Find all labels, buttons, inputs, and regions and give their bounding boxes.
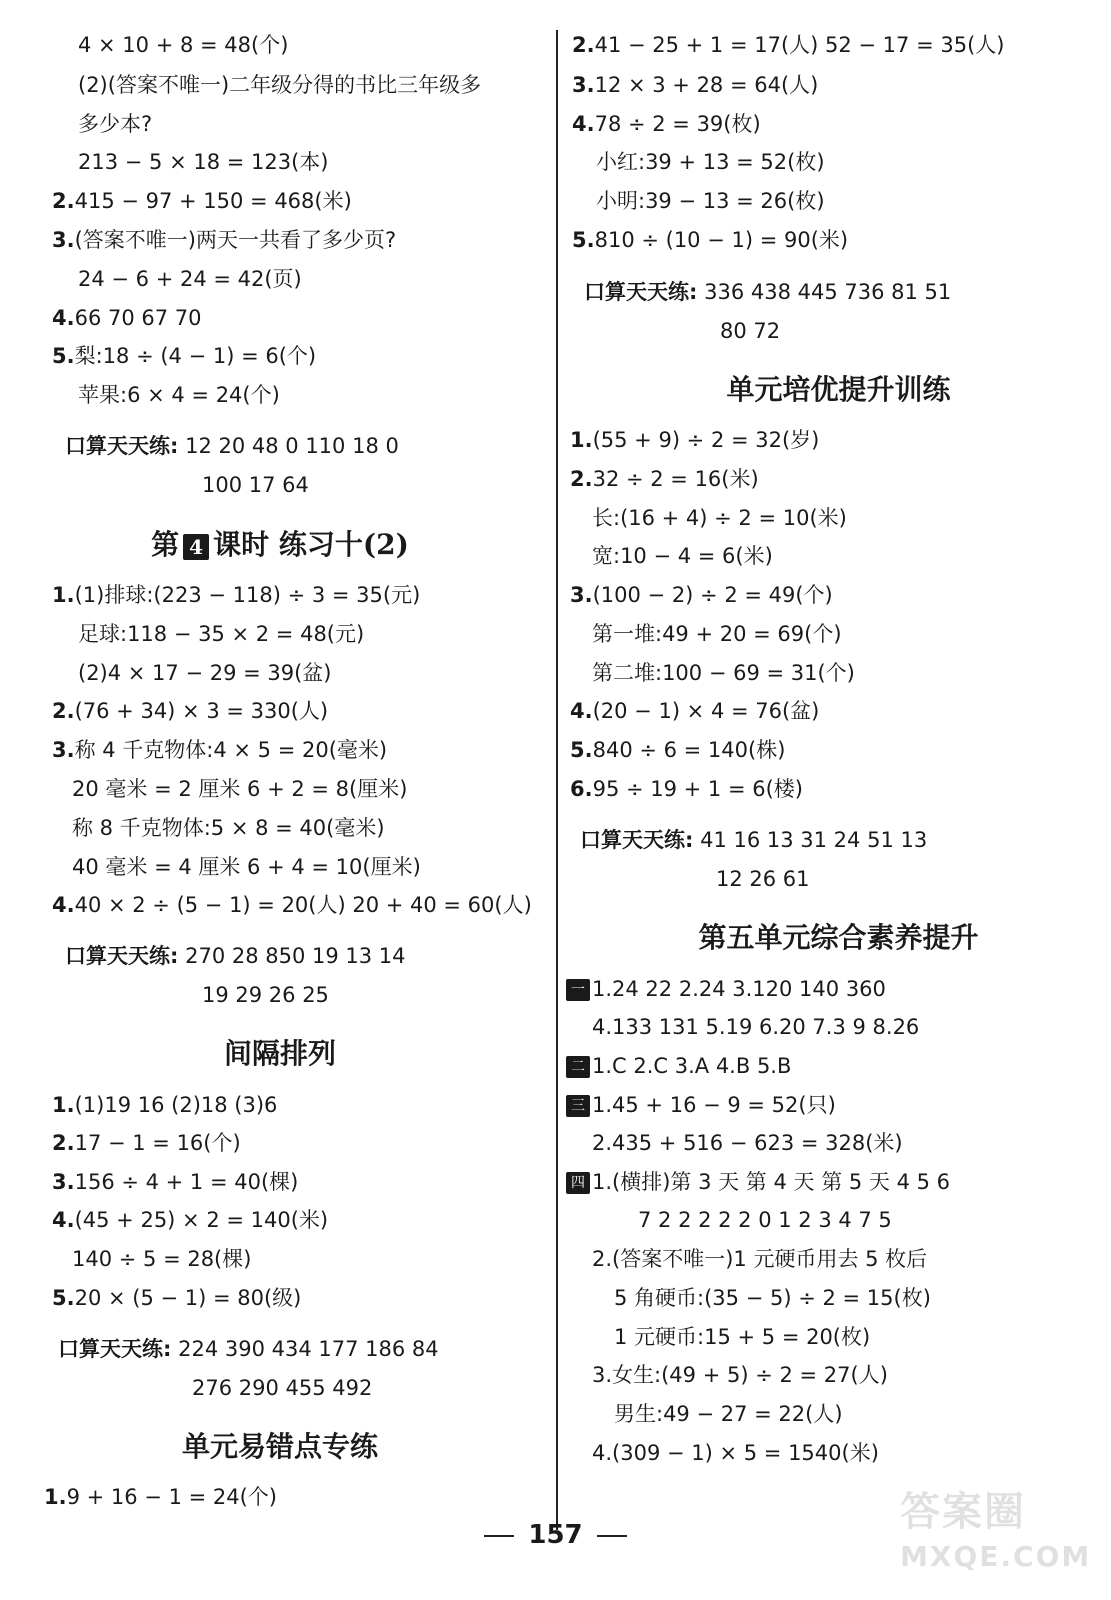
item-number: 2. [52,189,75,213]
answer-text: 1.45 + 16 − 9 = 52(只) [592,1093,836,1117]
answer-line [52,1128,241,1158]
answer-line [52,696,328,726]
section-heading: 第五单元综合素养提升 [698,921,979,954]
oral-practice-values: 270 28 850 19 13 14 [185,944,406,968]
text-line: 3.女生:(49 + 5) ÷ 2 = 27(人) [592,1363,888,1387]
item-number: 3. [52,1170,75,1194]
section-heading: 单元易错点专练 [181,1430,378,1463]
text-line: 1 元硬币:15 + 5 = 20(枚) [614,1325,871,1349]
answer-line [566,1090,836,1120]
answer-text: 1.24 22 2.24 3.120 140 360 [592,977,886,1001]
answer-text: (1)19 16 (2)18 (3)6 [74,1093,278,1117]
oral-practice-values: 12 20 48 0 110 18 0 [185,434,399,458]
text-line: 足球:118 − 35 × 2 = 48(元) [78,622,365,646]
item-number: 6. [570,777,593,801]
item-number: 1. [52,583,75,607]
oral-practice [584,277,951,307]
part-marker: 四 [566,1172,590,1194]
answer-text: 12 × 3 + 28 = 64(人) [594,73,819,97]
answer-text: 78 ÷ 2 = 39(枚) [594,112,761,136]
text-line: 4 × 10 + 8 = 48(个) [78,33,289,57]
answer-line [52,1090,277,1120]
page-number-text: 157 [528,1520,583,1550]
answer-text: (答案不唯一)两天一共看了多少页? [74,228,397,252]
text-line: 长:(16 + 4) ÷ 2 = 10(米) [592,506,847,530]
answer-text: (76 + 34) × 3 = 330(人) [74,699,329,723]
oral-practice-values: 80 72 [720,319,781,343]
text-line: 4.133 131 5.19 6.20 7.3 9 8.26 [592,1015,920,1039]
answer-line [570,696,819,726]
item-number: 2. [52,699,75,723]
answer-text: 840 ÷ 6 = 140(株) [592,738,786,762]
answer-line [44,1482,277,1512]
answer-text: 41 − 25 + 1 = 17(人) 52 − 17 = 35(人) [594,33,1005,57]
answer-line [570,464,759,494]
text-line: 2.(答案不唯一)1 元硬币用去 5 枚后 [592,1247,928,1271]
oral-practice-values: 100 17 64 [202,473,309,497]
item-number: 2. [52,1131,75,1155]
oral-practice-label: 口算天天练: [65,944,179,968]
text-line: 第二堆:100 − 69 = 31(个) [592,661,855,685]
answer-line [570,580,833,610]
item-number: 4. [572,112,595,136]
item-number: 1. [570,428,593,452]
item-number: 1. [52,1093,75,1117]
heading-text: 课时 练习十(2) [213,528,409,561]
item-number: 5. [52,344,75,368]
answer-text: (20 − 1) × 4 = 76(盆) [592,699,820,723]
text-line: 40 毫米 = 4 厘米 6 + 4 = 10(厘米) [72,855,421,879]
item-number: 1. [44,1485,67,1509]
text-line: 7 2 2 2 2 2 0 1 2 3 4 7 5 [638,1208,892,1232]
oral-practice-values: 41 16 13 31 24 51 13 [700,828,928,852]
answer-text: 9 + 16 − 1 = 24(个) [66,1485,277,1509]
text-line: 第一堆:49 + 20 = 69(个) [592,622,842,646]
section-heading: 单元培优提升训练 [726,373,951,406]
answer-line [572,70,818,100]
answer-line [572,109,761,139]
answer-line [52,186,352,216]
text-line: (2)(答案不唯一)二年级分得的书比三年级多 [78,73,482,97]
item-number: 2. [572,33,595,57]
oral-practice-label: 口算天天练: [580,828,694,852]
answer-text: 95 ÷ 19 + 1 = 6(楼) [592,777,803,801]
item-number: 2. [570,467,593,491]
answer-text: 32 ÷ 2 = 16(米) [592,467,759,491]
oral-practice [58,1334,439,1364]
page-number-dash [597,1535,627,1537]
item-number: 4. [52,893,75,917]
answer-line [52,735,387,765]
oral-practice-values: 336 438 445 736 81 51 [704,280,952,304]
answer-line [570,735,785,765]
text-line: 小明:39 − 13 = 26(枚) [596,189,825,213]
answer-text: 称 4 千克物体:4 × 5 = 20(毫米) [74,738,388,762]
oral-practice [65,941,406,971]
answer-line [52,1283,301,1313]
answer-text: 40 × 2 ÷ (5 − 1) = 20(人) 20 + 40 = 60(人) [74,893,532,917]
answer-text: 1.C 2.C 3.A 4.B 5.B [592,1054,792,1078]
answer-line [566,1167,950,1197]
answer-line [52,303,202,333]
lesson-number-badge: 4 [183,534,209,560]
text-line: 苹果:6 × 4 = 24(个) [78,383,280,407]
text-line: 4.(309 − 1) × 5 = 1540(米) [592,1441,879,1465]
item-number: 4. [52,1208,75,1232]
answer-line [52,225,396,255]
part-marker: 三 [566,1095,590,1117]
oral-practice-values: 276 290 455 492 [192,1376,373,1400]
answer-text: 156 ÷ 4 + 1 = 40(棵) [74,1170,299,1194]
item-number: 5. [572,228,595,252]
item-number: 5. [52,1286,75,1310]
text-line: 140 ÷ 5 = 28(棵) [72,1247,252,1271]
answer-line [572,30,1004,60]
answer-text: (100 − 2) ÷ 2 = 49(个) [592,583,833,607]
oral-practice-label: 口算天天练: [58,1337,172,1361]
part-marker: 二 [566,1056,590,1078]
text-line: 小红:39 + 13 = 52(枚) [596,150,825,174]
oral-practice-label: 口算天天练: [65,434,179,458]
answer-text: 415 − 97 + 150 = 468(米) [74,189,352,213]
answer-line [570,774,803,804]
text-line: 宽:10 − 4 = 6(米) [592,544,773,568]
text-line: 5 角硬币:(35 − 5) ÷ 2 = 15(枚) [614,1286,931,1310]
column-divider [556,30,558,1530]
answer-line [52,1167,298,1197]
oral-practice-values: 12 26 61 [716,867,810,891]
answer-line [566,974,886,1004]
answer-line [570,425,819,455]
answer-text: (1)排球:(223 − 118) ÷ 3 = 35(元) [74,583,421,607]
item-number: 3. [52,738,75,762]
section-heading [0,527,560,563]
answer-text: 1.(横排)第 3 天 第 4 天 第 5 天 4 5 6 [592,1170,951,1194]
item-number: 5. [570,738,593,762]
text-line: 多少本? [78,112,153,136]
oral-practice-values: 19 29 26 25 [202,983,329,1007]
watermark-logo: 答案圈 [900,1489,1026,1535]
answer-text: (55 + 9) ÷ 2 = 32(岁) [592,428,820,452]
heading-text: 第 [151,528,180,561]
text-line: 男生:49 − 27 = 22(人) [614,1402,843,1426]
item-number: 4. [570,699,593,723]
text-line: 24 − 6 + 24 = 42(页) [78,267,302,291]
answer-text: (45 + 25) × 2 = 140(米) [74,1208,329,1232]
answer-text: 810 ÷ (10 − 1) = 90(米) [594,228,849,252]
text-line: (2)4 × 17 − 29 = 39(盆) [78,661,332,685]
answer-text: 17 − 1 = 16(个) [74,1131,241,1155]
item-number: 3. [572,73,595,97]
answer-line [566,1051,791,1081]
text-line: 2.435 + 516 − 623 = 328(米) [592,1131,903,1155]
answer-line [52,890,532,920]
part-marker: 一 [566,979,590,1001]
text-line: 20 毫米 = 2 厘米 6 + 2 = 8(厘米) [72,777,408,801]
item-number: 3. [570,583,593,607]
answer-line [52,580,420,610]
oral-practice [65,431,399,461]
answer-line [572,225,848,255]
section-heading: 间隔排列 [223,1037,336,1070]
answer-text: 66 70 67 70 [74,306,202,330]
answer-text: 梨:18 ÷ (4 − 1) = 6(个) [74,344,317,368]
page-number-dash [484,1535,514,1537]
oral-practice [580,825,927,855]
oral-practice-values: 224 390 434 177 186 84 [178,1337,439,1361]
answer-line [52,1205,328,1235]
item-number: 4. [52,306,75,330]
answer-line [52,341,316,371]
answer-text: 20 × (5 − 1) = 80(级) [74,1286,302,1310]
oral-practice-label: 口算天天练: [584,280,698,304]
text-line: 称 8 千克物体:5 × 8 = 40(毫米) [72,816,385,840]
watermark-url: MXQE.COM [900,1540,1092,1573]
item-number: 3. [52,228,75,252]
text-line: 213 − 5 × 18 = 123(本) [78,150,329,174]
